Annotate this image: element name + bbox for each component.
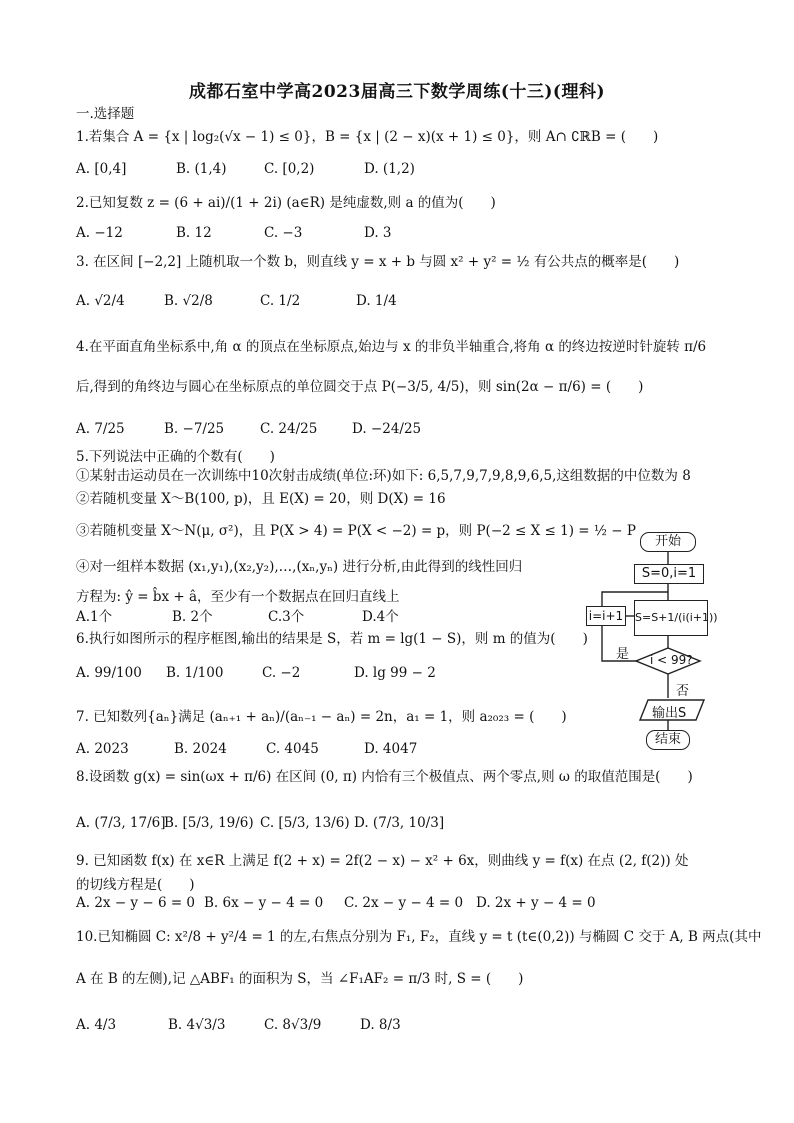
q6-option-d[interactable]: D. lg 99 − 2 bbox=[354, 665, 436, 681]
q4-options bbox=[76, 420, 421, 438]
flowchart-yes-label: 是 bbox=[616, 647, 630, 662]
q8-option-b[interactable]: B. [5/3, 19/6) bbox=[164, 815, 254, 831]
q7-option-b[interactable]: B. 2024 bbox=[174, 741, 227, 757]
q7-options bbox=[76, 740, 417, 758]
q6-option-b[interactable]: B. 1/100 bbox=[166, 665, 224, 681]
page-title: 成都石室中学高2023届高三下数学周练(十三)(理科) bbox=[189, 82, 605, 102]
flowchart-no-label: 否 bbox=[676, 684, 690, 699]
flowchart-output: 输出S bbox=[652, 706, 687, 721]
q9-option-b[interactable]: B. 6x − y − 4 = 0 bbox=[204, 895, 324, 911]
flowchart-condition: i < 99? bbox=[650, 653, 693, 667]
flowchart-start: 开始 bbox=[640, 532, 696, 552]
q8-option-c[interactable]: C. [5/3, 13/6) bbox=[260, 815, 350, 831]
q6-options bbox=[76, 664, 436, 682]
q2-option-d[interactable]: D. 3 bbox=[364, 225, 392, 241]
q2-stem: 2.已知复数 z = (6 + ai)/(1 + 2i) (a∈R) 是纯虚数,则 a 的值为( ) bbox=[76, 195, 496, 211]
q4-stem-1: 4.在平面直角坐标系中,角 α 的顶点在坐标原点,始边与 x 的非负半轴重合,将角 α 的终边按逆时针旋转 π/6 bbox=[76, 339, 707, 355]
q7-stem: 7. 已知数列{aₙ}满足 (aₙ₊₁ + aₙ)/(aₙ₋₁ − aₙ) = 2n，a₁ = 1，则 a₂₀₂₃ = ( ) bbox=[76, 709, 567, 725]
q5-statement-4b: 方程为: ŷ = b̂x + â，至少有一个数据点在回归直线上 bbox=[76, 589, 400, 605]
q1-options bbox=[76, 160, 415, 178]
q4-option-c[interactable]: C. 24/25 bbox=[260, 421, 318, 437]
q10-option-b[interactable]: B. 4√3/3 bbox=[168, 1017, 226, 1033]
q3-option-d[interactable]: D. 1/4 bbox=[356, 293, 397, 309]
q4-option-a[interactable]: A. 7/25 bbox=[76, 421, 125, 437]
q1-option-c[interactable]: C. [0,2) bbox=[264, 161, 315, 177]
flowchart-init: S=0,i=1 bbox=[634, 564, 704, 584]
q9-options bbox=[76, 894, 596, 912]
flowchart-update-i: i=i+1 bbox=[586, 606, 626, 626]
q9-stem-1: 9. 已知函数 f(x) 在 x∈R 上满足 f(2 + x) = 2f(2 − x) − x² + 6x，则曲线 y = f(x) 在点 (2, f(2)) 处 bbox=[76, 853, 689, 869]
flowchart bbox=[582, 530, 722, 760]
section-heading: 一.选择题 bbox=[76, 106, 135, 122]
flowchart-end: 结束 bbox=[646, 730, 690, 750]
q8-option-a[interactable]: A. (7/3, 17/6] bbox=[76, 815, 166, 831]
q9-option-c[interactable]: C. 2x − y − 4 = 0 bbox=[344, 895, 464, 911]
q5-options bbox=[76, 608, 399, 626]
q10-option-d[interactable]: D. 8/3 bbox=[360, 1017, 401, 1033]
q4-stem-2: 后,得到的角终边与圆心在坐标原点的单位圆交于点 P(−3/5, 4/5)，则 sin(2α − π/6) = ( ) bbox=[76, 379, 644, 395]
q8-options bbox=[76, 814, 444, 832]
q5-statement-1: ①某射击运动员在一次训练中10次射击成绩(单位:环)如下: 6,5,7,9,7,9,8,9,6,5,这组数据的中位数为 8 bbox=[76, 468, 691, 484]
q5-statement-3: ③若随机变量 X～N(μ, σ²)，且 P(X > 4) = P(X < −2) = p，则 P(−2 ≤ X ≤ 1) = ½ − P bbox=[76, 523, 636, 539]
flowchart-update-s: S=S+1/(i(i+1)) bbox=[634, 600, 708, 636]
q6-option-c[interactable]: C. −2 bbox=[262, 665, 301, 681]
q6-option-a[interactable]: A. 99/100 bbox=[76, 665, 142, 681]
q5-option-a[interactable]: A.1个 bbox=[76, 609, 113, 625]
q1-option-d[interactable]: D. (1,2) bbox=[364, 161, 415, 177]
q4-option-d[interactable]: D. −24/25 bbox=[352, 421, 422, 437]
q7-option-a[interactable]: A. 2023 bbox=[76, 741, 129, 757]
q5-option-d[interactable]: D.4个 bbox=[362, 609, 399, 625]
q10-option-c[interactable]: C. 8√3/9 bbox=[264, 1017, 322, 1033]
q1-stem: 1.若集合 A = {x | log₂(√x − 1) ≤ 0}，B = {x | (2 − x)(x + 1) ≤ 0}，则 A∩ ∁ℝB = ( ) bbox=[76, 129, 659, 145]
q3-option-c[interactable]: C. 1/2 bbox=[260, 293, 301, 309]
q3-stem: 3. 在区间 [−2,2] 上随机取一个数 b，则直线 y = x + b 与圆 x² + y² = ½ 有公共点的概率是( ) bbox=[76, 254, 680, 270]
q10-stem-2: A 在 B 的左侧),记 △ABF₁ 的面积为 S，当 ∠F₁AF₂ = π/3 时, S = ( ) bbox=[76, 971, 524, 987]
q2-option-a[interactable]: A. −12 bbox=[76, 225, 123, 241]
q3-options bbox=[76, 292, 397, 310]
q1-option-b[interactable]: B. (1,4) bbox=[176, 161, 227, 177]
q8-option-d[interactable]: D. (7/3, 10/3] bbox=[354, 815, 445, 831]
q9-option-a[interactable]: A. 2x − y − 6 = 0 bbox=[76, 895, 196, 911]
q7-option-d[interactable]: D. 4047 bbox=[364, 741, 418, 757]
q3-option-a[interactable]: A. √2/4 bbox=[76, 293, 125, 309]
q9-stem-2: 的切线方程是( ) bbox=[76, 877, 195, 893]
q5-stem: 5.下列说法中正确的个数有( ) bbox=[76, 449, 275, 465]
q8-stem: 8.设函数 g(x) = sin(ωx + π/6) 在区间 (0, π) 内恰有三个极值点、两个零点,则 ω 的取值范围是( ) bbox=[76, 769, 693, 785]
q10-options bbox=[76, 1016, 401, 1034]
q2-option-c[interactable]: C. −3 bbox=[264, 225, 303, 241]
q10-option-a[interactable]: A. 4/3 bbox=[76, 1017, 117, 1033]
q1-option-a[interactable]: A. [0,4] bbox=[76, 161, 127, 177]
q6-stem: 6.执行如图所示的程序框图,输出的结果是 S，若 m = lg(1 − S)，则 m 的值为( ) bbox=[76, 631, 588, 647]
q2-option-b[interactable]: B. 12 bbox=[176, 225, 212, 241]
q3-option-b[interactable]: B. √2/8 bbox=[164, 293, 213, 309]
q10-stem-1: 10.已知椭圆 C: x²/8 + y²/4 = 1 的左,右焦点分别为 F₁, F₂，直线 y = t (t∈(0,2)) 与椭圆 C 交于 A, B 两点(其中 bbox=[76, 929, 762, 945]
q7-option-c[interactable]: C. 4045 bbox=[266, 741, 319, 757]
q2-options bbox=[76, 224, 392, 242]
q9-option-d[interactable]: D. 2x + y − 4 = 0 bbox=[476, 895, 596, 911]
q5-option-b[interactable]: B. 2个 bbox=[172, 609, 213, 625]
q5-statement-4: ④对一组样本数据 (x₁,y₁),(x₂,y₂),…,(xₙ,yₙ) 进行分析,由此得到的线性回归 bbox=[76, 559, 523, 575]
q5-statement-2: ②若随机变量 X～B(100, p)，且 E(X) = 20，则 D(X) = 16 bbox=[76, 491, 446, 507]
q5-option-c[interactable]: C.3个 bbox=[268, 609, 305, 625]
q4-option-b[interactable]: B. −7/25 bbox=[164, 421, 225, 437]
